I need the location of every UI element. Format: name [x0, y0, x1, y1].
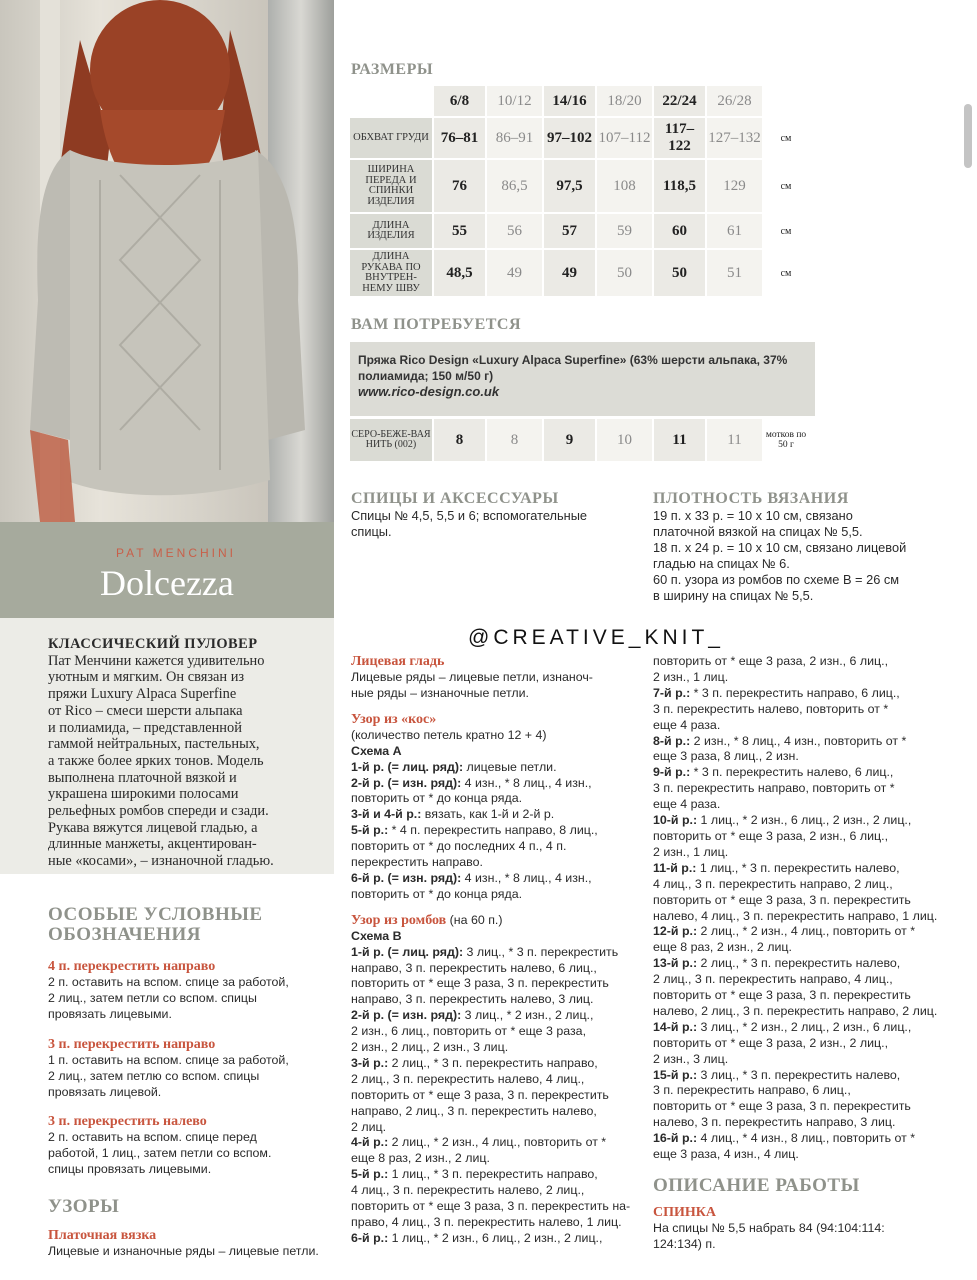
row-text: 1 лиц., * 2 изн., 6 лиц., 2 изн., 2 лиц., [697, 813, 912, 828]
instruction-line: повторить от * еще 3 раза, 3 п. перекрестить [351, 1087, 609, 1102]
size-value: 117–122 [654, 118, 705, 158]
gauge-line: гладью на спицах № 6. [653, 556, 790, 571]
garter-heading: Платочная вязка [48, 1228, 157, 1243]
special-item-line: 2 п. оставить на вспом. спице за работой, [48, 975, 289, 989]
needles-text [351, 508, 641, 540]
instruction-row [351, 1231, 646, 1247]
instruction-row [351, 1135, 646, 1151]
instruction-line: повторить от * до конца ряда. [351, 791, 523, 806]
patterns-section [48, 1196, 338, 1260]
size-value: 86,5 [487, 160, 542, 212]
row-number: 3-й р.: [351, 1055, 389, 1070]
special-item-line: 2 п. оставить на вспом. спице перед [48, 1130, 257, 1145]
pattern-heading-row [351, 913, 646, 929]
title-band [0, 522, 334, 618]
yarn-url[interactable]: www.rico-design.co.uk [358, 384, 500, 399]
gauge-title: ПЛОТНОСТЬ ВЯЗАНИЯ [653, 490, 849, 507]
instruction-line: повторить от * еще 3 раза, 2 изн., 6 лиц., [653, 654, 889, 668]
sweater-photo [0, 0, 334, 522]
intro-line: а также более ярких тонов. Модель [48, 752, 264, 769]
size-row-label: ОБХВАТ ГРУДИ [350, 118, 432, 158]
yarn-amount: 11 [707, 419, 762, 461]
row-text: 4 изн., * 8 лиц., 4 изн., [461, 775, 592, 790]
size-unit: см [764, 118, 808, 158]
sizes-table [348, 84, 810, 298]
size-unit: см [764, 160, 808, 212]
special-item [48, 1037, 338, 1101]
row-number: 12-й р.: [653, 924, 698, 939]
yarn-amount: 8 [434, 419, 485, 461]
special-item-line: 1 п. оставить на вспом. спице за работой, [48, 1052, 289, 1067]
intro-line: от Rico – смеси шерсти альпака [48, 702, 243, 719]
instruction-row [351, 1056, 646, 1072]
needles-section [351, 490, 641, 540]
row-text: 2 лиц., * 2 изн., 4 лиц., повторить от * [388, 1135, 607, 1150]
needles-line: Спицы № 4,5, 5,5 и 6; вспомогательные [351, 508, 588, 523]
row-number: 3-й и 4-й р.: [351, 807, 422, 822]
size-value: 86–91 [487, 118, 542, 158]
author-name: PAT MENCHINI [116, 546, 237, 560]
instruction-line: повторить от * еще 3 раза, 3 п. перекрестить [351, 976, 609, 991]
yarn-color-label: СЕРО-БЕЖЕ-ВАЯ НИТЬ (002) [350, 419, 432, 461]
instructions-column-3 [653, 654, 948, 1253]
instruction-line: еще 4 раза. [653, 797, 721, 812]
size-value: 56 [487, 214, 542, 248]
row-text: 4 изн., * 8 лиц., 4 изн., [461, 870, 592, 885]
garter-text: Лицевые и изнаночные ряды – лицевые петли. [48, 1244, 319, 1258]
instruction-line: повторить от * еще 3 раза, 3 п. перекрестить на- [351, 1199, 631, 1214]
row-number: 1-й р. (= лиц. ряд): [351, 944, 464, 959]
patterns-title: УЗОРЫ [48, 1196, 120, 1217]
instruction-line: повторить от * еще 3 раза, 3 п. перекрестить [653, 988, 911, 1003]
instruction-line: повторить от * еще 3 раза, 2 изн., 2 лиц., [653, 1035, 889, 1050]
special-item-line: провязать лицевыми. [48, 1006, 172, 1021]
instruction-line: 4 лиц., 3 п. перекрестить направо, 2 лиц., [653, 876, 893, 891]
intro-line: выполнена платочной вязкой и [48, 769, 237, 786]
instruction-line: право, 4 лиц., 3 п. перекрестить налево, 1 лиц. [351, 1215, 622, 1229]
instruction-line: еще 3 раза, 4 изн., 4 лиц. [653, 1147, 799, 1162]
row-text: 3 лиц., * 2 изн., 2 лиц., 2 изн., 6 лиц., [697, 1019, 912, 1034]
instruction-row [351, 1008, 646, 1024]
yarn-amount: 11 [654, 419, 705, 461]
instruction-line: 2 изн., 3 лиц. [653, 1051, 729, 1066]
row-text: 3 лиц., * 3 п. перекрестить налево, [697, 1067, 901, 1082]
gauge-section [653, 490, 953, 604]
row-number: 8-й р.: [653, 733, 691, 748]
intro-line: рельефных ромбов спереди и сзади. [48, 803, 269, 820]
instruction-row [653, 734, 948, 750]
row-text: 1 лиц., * 3 п. перекрестить налево, [696, 860, 900, 875]
row-number: 2-й р. (= изн. ряд): [351, 775, 462, 790]
needles-title: СПИЦЫ И АКСЕССУАРЫ [351, 490, 559, 507]
yarn-amount: 8 [487, 419, 542, 461]
instruction-row [653, 1068, 948, 1084]
special-item-line: работой, 1 лиц., затем петли со вспом. [48, 1146, 272, 1161]
size-value: 55 [434, 214, 485, 248]
size-value: 60 [654, 214, 705, 248]
instruction-line: (количество петель кратно 12 + 4) [351, 727, 547, 742]
size-value: 127–132 [707, 118, 762, 158]
row-text: 3 лиц., * 3 п. перекрестить [463, 944, 619, 959]
size-header: 10/12 [487, 86, 542, 116]
model-illustration [0, 0, 334, 522]
row-number: 16-й р.: [653, 1131, 698, 1146]
row-text: вязать, как 1-й и 2-й р. [421, 807, 555, 822]
gauge-line: 60 п. узора из ромбов по схеме В = 26 см [653, 572, 900, 587]
instruction-line: 2 изн., 6 лиц., повторить от * еще 3 раза, [351, 1024, 587, 1039]
size-value: 97–102 [544, 118, 595, 158]
work-title: ОПИСАНИЕ РАБОТЫ [653, 1175, 860, 1196]
pattern-heading: Узор из «кос» [351, 711, 437, 727]
instruction-line: повторить от * еще 3 раза, 3 п. перекрестить [653, 1099, 911, 1114]
gauge-line: платочной вязкой на спицах № 5,5. [653, 524, 863, 539]
row-text: 2 лиц., * 3 п. перекрестить направо, [388, 1055, 598, 1070]
instruction-row [351, 776, 646, 792]
instruction-row [653, 765, 948, 781]
size-value: 108 [597, 160, 652, 212]
instruction-line: 2 изн., 1 лиц. [653, 844, 729, 859]
instruction-line: налево, 2 лиц., 3 п. перекрестить направо, 2 лиц. [653, 1003, 938, 1018]
instruction-line: повторить от * до конца ряда. [351, 886, 523, 901]
back-heading: СПИНКА [653, 1205, 717, 1220]
scheme-label: Схема А [351, 743, 402, 758]
special-item-line: 2 лиц., затем петлю со вспом. спицы [48, 1068, 260, 1083]
row-text: 1 лиц., * 3 п. перекрестить направо, [388, 1167, 598, 1182]
instruction-line: Лицевые ряды – лицевые петли, изнаноч- [351, 670, 593, 684]
instruction-row [653, 956, 948, 972]
size-row-label: ДЛИНА ИЗДЕЛИЯ [350, 214, 432, 248]
instruction-row [653, 1131, 948, 1147]
size-value: 118,5 [654, 160, 705, 212]
size-unit: см [764, 250, 808, 296]
intro-line: ные «косами», – изнаночной гладью. [48, 853, 274, 870]
size-value: 49 [487, 250, 542, 296]
size-value: 48,5 [434, 250, 485, 296]
instruction-line: перекрестить направо. [351, 855, 483, 870]
row-number: 9-й р.: [653, 765, 691, 780]
instruction-row [351, 871, 646, 887]
special-item-heading: 3 п. перекрестить налево [48, 1114, 207, 1130]
gauge-line: 18 п. х 24 р. = 10 х 10 см, связано лицевой [653, 540, 907, 555]
row-text: * 4 п. перекрестить направо, 8 лиц., [388, 823, 598, 838]
spacer [351, 702, 646, 712]
yarn-line-2: полиамида; 150 м/50 г) [358, 369, 494, 383]
instruction-row [653, 861, 948, 877]
yarn-unit: мотков по 50 г [765, 430, 807, 450]
row-text: 2 лиц., * 3 п. перекрестить налево, [697, 956, 901, 971]
instruction-row [653, 924, 948, 940]
special-symbols [48, 905, 338, 1192]
size-value: 76–81 [434, 118, 485, 158]
intro-line: длинные манжеты, акцентирован- [48, 836, 257, 853]
instruction-line: повторить от * еще 3 раза, 3 п. перекрестить [653, 892, 911, 907]
gauge-line: 19 п. х 33 р. = 10 х 10 см, связано [653, 508, 853, 523]
spacer [351, 903, 646, 913]
back-line-1: На спицы № 5,5 набрать 84 (94:104:114: [653, 1221, 885, 1235]
intro-line: гаммой нейтральных, пастельных, [48, 736, 260, 753]
pattern-heading-note: (на 60 п.) [446, 912, 503, 927]
row-text: 2 изн., * 8 лиц., 4 изн., повторить от * [690, 733, 907, 748]
size-value: 49 [544, 250, 595, 296]
instruction-line: 2 лиц. [351, 1119, 387, 1134]
size-header: 26/28 [707, 86, 762, 116]
row-text: 4 лиц., * 4 изн., 8 лиц., повторить от * [697, 1131, 916, 1146]
special-items [48, 959, 338, 1178]
size-header: 6/8 [434, 86, 485, 116]
row-text: * 3 п. перекрестить налево, 6 лиц., [690, 765, 894, 780]
size-header: 14/16 [544, 86, 595, 116]
row-number: 11-й р.: [653, 860, 697, 875]
instruction-line: еще 8 раз, 2 изн., 2 лиц. [653, 940, 792, 955]
yarn-quantity-table [348, 417, 810, 463]
special-title-1: ОСОБЫЕ УСЛОВНЫЕ [48, 904, 263, 925]
instruction-line: налево, 3 п. перекрестить направо, 3 лиц. [653, 1115, 896, 1130]
special-item [48, 1114, 338, 1178]
size-value: 51 [707, 250, 762, 296]
back-line-2: 124:134) п. [653, 1236, 716, 1251]
row-number: 14-й р.: [653, 1019, 698, 1034]
instruction-row [351, 807, 646, 823]
instruction-line: еще 4 раза. [653, 717, 721, 732]
size-value: 97,5 [544, 160, 595, 212]
intro-line: уютным и мягким. Он связан из [48, 669, 245, 686]
size-value: 76 [434, 160, 485, 212]
yarn-line-1: Пряжа Rico Design «Luxury Alpaca Superfine» (63% шерсти альпака, 37% [358, 353, 788, 367]
instruction-row [351, 1167, 646, 1183]
special-item [48, 959, 338, 1023]
row-number: 2-й р. (= изн. ряд): [351, 1008, 462, 1023]
row-number: 10-й р.: [653, 813, 698, 828]
instruction-line: направо, 3 п. перекрестить налево, 6 лиц., [351, 960, 597, 975]
pattern-heading: Узор из ромбов [351, 912, 447, 928]
intro-box [0, 618, 334, 874]
instruction-row [653, 813, 948, 829]
instruction-row [351, 823, 646, 839]
special-title-2: ОБОЗНАЧЕНИЯ [48, 924, 202, 945]
size-value: 50 [597, 250, 652, 296]
row-number: 7-й р.: [653, 685, 691, 700]
instruction-line: 3 п. перекрестить направо, повторить от * [653, 781, 895, 796]
scrollbar-thumb[interactable] [964, 104, 972, 168]
row-number: 5-й р.: [351, 823, 389, 838]
size-value: 50 [654, 250, 705, 296]
instruction-line: 2 изн., 1 лиц. [653, 669, 729, 684]
size-row-label: ШИРИНА ПЕРЕДА И СПИНКИ ИЗДЕЛИЯ [350, 160, 432, 212]
size-row-label: ДЛИНА РУКАВА ПО ВНУТРЕН-НЕМУ ШВУ [350, 250, 432, 296]
instruction-line: еще 3 раза, 8 лиц., 2 изн. [653, 749, 799, 764]
row-number: 6-й р.: [351, 1230, 389, 1245]
instruction-line: еще 8 раз, 2 изн., 2 лиц. [351, 1151, 490, 1166]
intro-line: Рукава вяжутся лицевой гладью, а [48, 819, 258, 836]
size-header: 22/24 [654, 86, 705, 116]
sizes-header-blank [350, 86, 432, 116]
size-value: 57 [544, 214, 595, 248]
instruction-line: 2 изн., 2 лиц., 2 изн., 3 лиц. [351, 1040, 509, 1055]
size-header: 18/20 [597, 86, 652, 116]
gauge-text [653, 508, 953, 604]
instruction-row [351, 760, 646, 776]
special-item-line: 2 лиц., затем петли со вспом. спицы [48, 990, 257, 1005]
instruction-line: повторить от * еще 3 раза, 2 изн., 6 лиц., [653, 828, 889, 843]
intro-line: украшена широкими полосами [48, 786, 239, 803]
instruction-line: 2 лиц., 3 п. перекрестить направо, 4 лиц., [653, 972, 893, 987]
intro-line: и полиамида, – представленной [48, 719, 242, 736]
instruction-line: 4 лиц., 3 п. перекрестить налево, 2 лиц., [351, 1183, 585, 1198]
instruction-line: 2 лиц., 3 п. перекрестить налево, 4 лиц., [351, 1071, 585, 1086]
row-number: 1-й р. (= лиц. ряд): [351, 759, 464, 774]
instruction-line: 3 п. перекрестить направо, 6 лиц., [653, 1083, 851, 1098]
row-text: лицевые петли. [463, 759, 557, 774]
sizes-title: РАЗМЕРЫ [351, 61, 434, 78]
row-number: 13-й р.: [653, 956, 698, 971]
row-text: 2 лиц., * 2 изн., 4 лиц., повторить от * [697, 924, 916, 939]
size-unit: см [764, 214, 808, 248]
row-text: 1 лиц., * 2 изн., 6 лиц., 2 изн., 2 лиц., [388, 1230, 603, 1245]
yarn-amount: 10 [597, 419, 652, 461]
unit-blank [764, 86, 808, 116]
needles-line: спицы. [351, 524, 392, 539]
gauge-line: в ширину на спицах № 5,5. [653, 588, 814, 603]
row-number: 5-й р.: [351, 1167, 389, 1182]
scheme-label: Схема В [351, 928, 402, 943]
size-value: 59 [597, 214, 652, 248]
size-value: 107–112 [597, 118, 652, 158]
instruction-row [653, 686, 948, 702]
intro-heading: КЛАССИЧЕСКИЙ ПУЛОВЕР [48, 636, 258, 652]
special-item-heading: 4 п. перекрестить направо [48, 959, 216, 974]
row-number: 15-й р.: [653, 1067, 698, 1082]
instruction-line: ные ряды – изнаночные петли. [351, 685, 529, 700]
instruction-line: направо, 3 п. перекрестить налево, 3 лиц. [351, 992, 594, 1007]
need-title: ВАМ ПОТРЕБУЕТСЯ [351, 316, 522, 333]
watermark: @CREATIVE_KNIT_ [468, 626, 724, 649]
size-value: 61 [707, 214, 762, 248]
instruction-line: направо, 2 лиц., 3 п. перекрестить налево, [351, 1103, 597, 1118]
row-number: 4-й р.: [351, 1135, 389, 1150]
instructions-column-2 [351, 654, 646, 1247]
row-text: 3 лиц., * 2 изн., 2 лиц., [461, 1008, 594, 1023]
yarn-info [350, 342, 815, 416]
intro-line: пряжи Luxury Alpaca Superfine [48, 686, 237, 703]
intro-text [48, 653, 314, 870]
special-item-line: провязать лицевой. [48, 1084, 162, 1099]
size-value: 129 [707, 160, 762, 212]
instruction-line: 3 п. перекрестить налево, повторить от * [653, 701, 889, 716]
row-number: 6-й р. (= изн. ряд): [351, 870, 462, 885]
row-text: * 3 п. перекрестить направо, 6 лиц., [690, 685, 900, 700]
instruction-row [653, 1020, 948, 1036]
intro-line: Пат Менчини кажется удивительно [48, 652, 265, 669]
pattern-title: Dolcezza [100, 563, 234, 603]
yarn-amount: 9 [544, 419, 595, 461]
instruction-row [351, 945, 646, 961]
special-item-heading: 3 п. перекрестить направо [48, 1036, 216, 1052]
pattern-heading: Лицевая гладь [351, 654, 445, 669]
special-item-line: спицы провязать лицевыми. [48, 1162, 212, 1177]
instruction-line: повторить от * до последних 4 п., 4 п. [351, 839, 567, 854]
instruction-line: налево, 4 лиц., 3 п. перекрестить направо, 1 лиц. [653, 908, 938, 923]
